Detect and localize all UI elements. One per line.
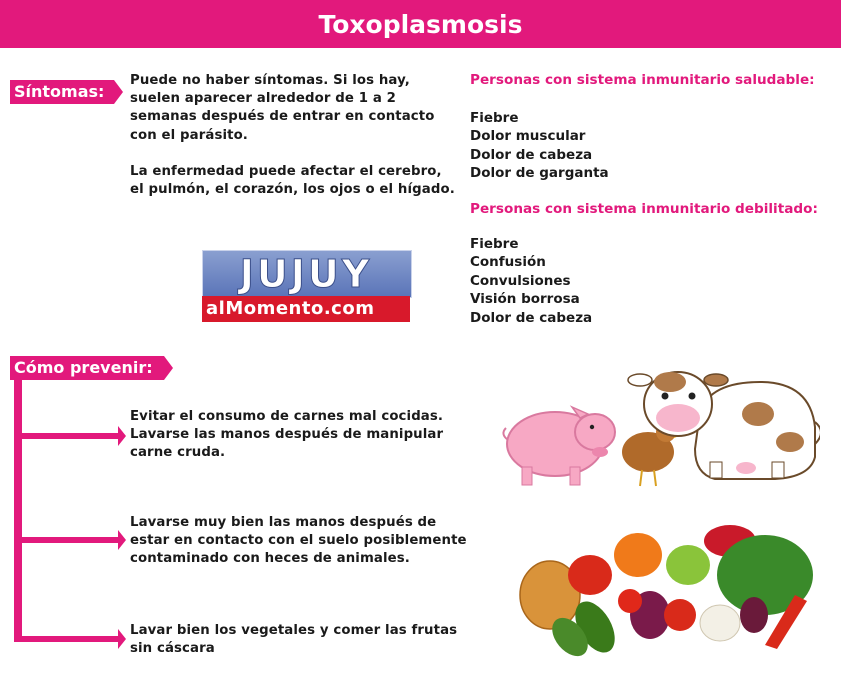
sintomas-line: con el parásito. <box>130 127 248 143</box>
tip-line: carne cruda. <box>130 445 226 461</box>
garlic-icon <box>700 605 740 641</box>
tip-line: Lavar bien los vegetales y comer las frutas <box>130 623 458 638</box>
sintomas-line: el pulmón, el corazón, los ojos o el hígado. <box>130 182 455 198</box>
sintomas-line: Puede no haber síntomas. Si los hay, <box>130 73 410 88</box>
tip-line: Lavarse muy bien las manos después de <box>130 515 437 530</box>
vegetables-illustration <box>510 515 820 660</box>
tip-line: Lavarse las manos después de manipular <box>130 427 444 443</box>
prevenir-bracket <box>14 380 22 641</box>
sintomas-label: Síntomas: <box>10 80 114 104</box>
list-item: Fiebre <box>470 236 519 252</box>
sintomas-line: La enfermedad puede afectar el cerebro, <box>130 163 442 179</box>
logo-bottom-text: alMomento.com <box>206 298 375 319</box>
cherry-tomato-icon <box>618 589 642 613</box>
list-item: Dolor muscular <box>470 128 586 145</box>
list-item: Fiebre <box>470 110 519 126</box>
bracket-arm <box>14 433 120 439</box>
tip-line: contaminado con heces de animales. <box>130 551 410 567</box>
tip-line: Evitar el consumo de carnes mal cocidas. <box>130 409 444 424</box>
list-item: Convulsiones <box>470 272 571 289</box>
sintomas-label-arrow <box>114 80 123 104</box>
debilitado-heading: Personas con sistema inmunitario debilitado: <box>470 201 818 217</box>
bracket-arm <box>14 636 120 642</box>
tomato-icon <box>664 599 696 631</box>
prevention-tip-2 <box>130 514 475 569</box>
apple-icon <box>666 545 710 585</box>
list-item: Dolor de garganta <box>470 165 609 182</box>
tip-line: estar en contacto con el suelo posiblemente <box>130 533 467 549</box>
prevention-tip-3 <box>130 622 475 658</box>
pepper-icon <box>614 533 662 577</box>
list-item: Visión borrosa <box>470 291 580 308</box>
jujuy-al-momento-logo <box>202 250 410 322</box>
sintomas-line: suelen aparecer alrededor de 1 a 2 <box>130 91 396 107</box>
page-title: Toxoplasmosis <box>318 10 523 39</box>
saludable-list <box>470 109 609 183</box>
pig-icon <box>503 407 615 485</box>
sintomas-line: semanas después de entrar en contacto <box>130 109 435 125</box>
tip-line: sin cáscara <box>130 641 215 657</box>
farm-animals-illustration <box>500 352 820 492</box>
prevention-tip-1 <box>130 408 475 463</box>
bracket-arrow <box>118 530 126 550</box>
prevenir-label: Cómo prevenir: <box>10 356 164 380</box>
beet-icon <box>740 597 768 633</box>
bracket-arrow <box>118 629 126 649</box>
debilitado-list <box>470 235 592 327</box>
sintomas-description <box>130 72 460 199</box>
tomato-icon <box>568 555 612 595</box>
saludable-heading: Personas con sistema inmunitario saludable: <box>470 72 815 88</box>
prevenir-label-arrow <box>164 356 173 380</box>
list-item: Confusión <box>470 254 546 271</box>
list-item: Dolor de cabeza <box>470 146 593 163</box>
logo-top-text: JUJUY <box>239 252 373 296</box>
bracket-arm <box>14 537 120 543</box>
bracket-arrow <box>118 426 126 446</box>
list-item: Dolor de cabeza <box>470 309 593 326</box>
